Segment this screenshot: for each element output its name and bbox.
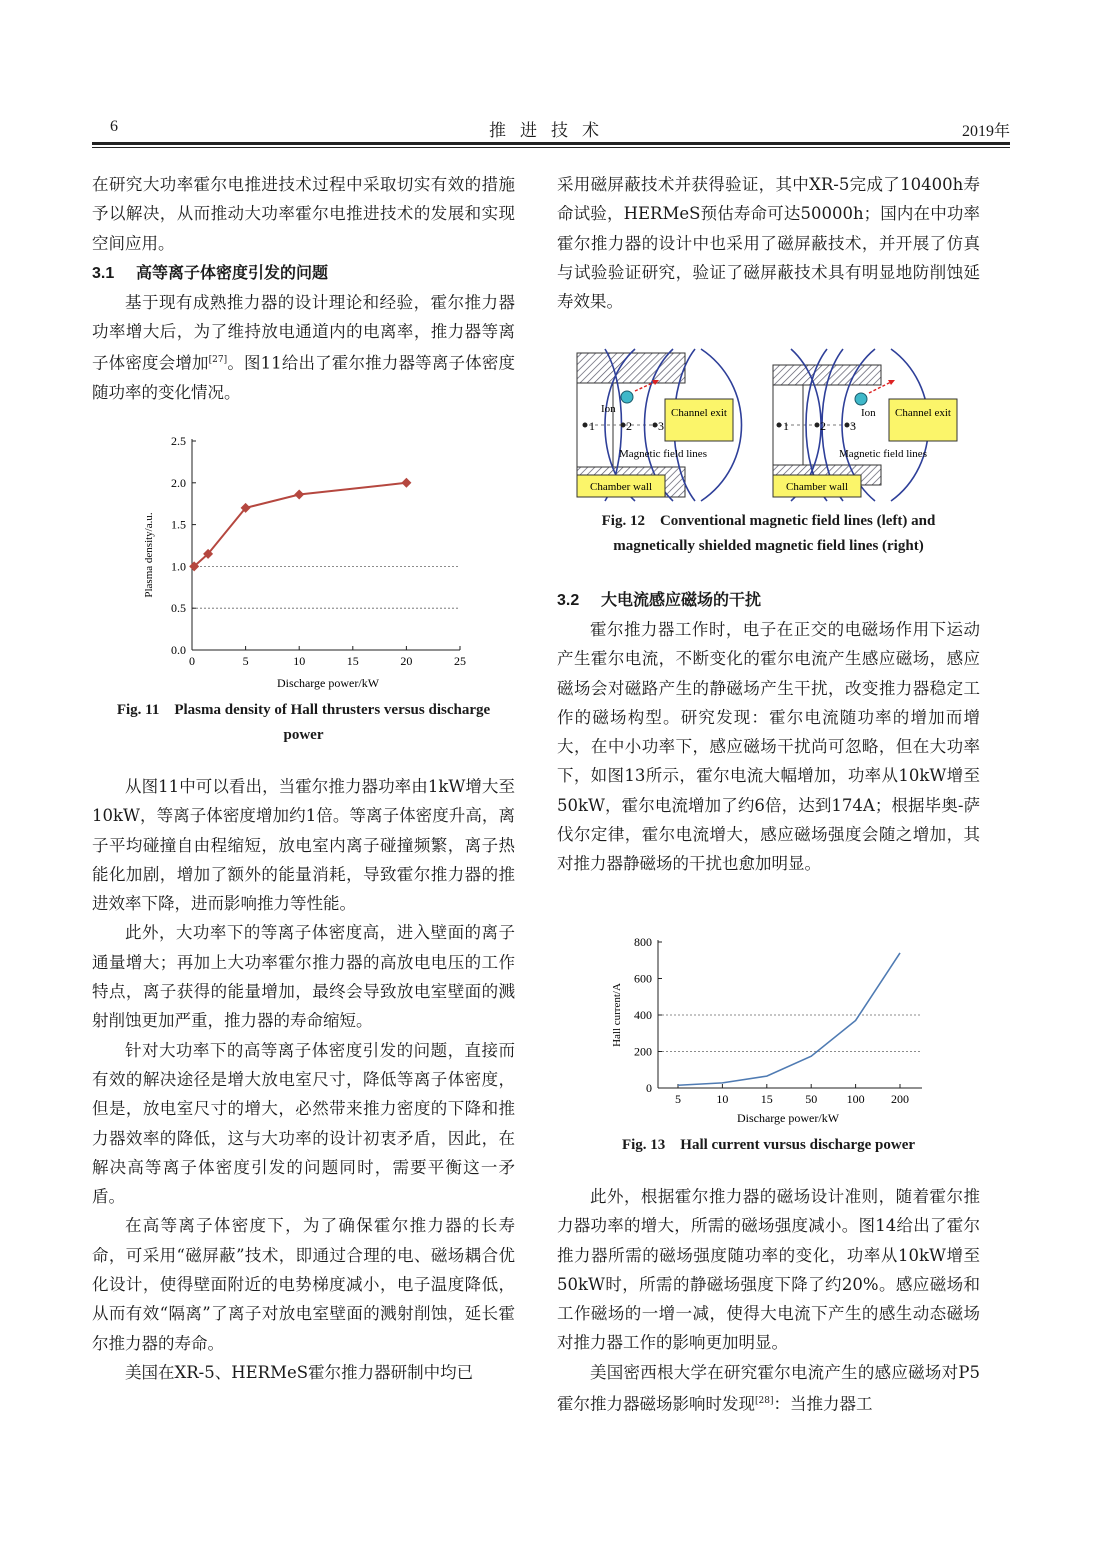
figure-13-caption: [557, 1133, 980, 1158]
magnetic-field-label: Magnetic field lines: [619, 448, 707, 460]
header-rule-thin: [92, 147, 1010, 148]
channel-exit-label: Channel exit: [895, 407, 951, 419]
y-tick-label: 1.5: [171, 517, 186, 532]
paragraph-text: 美国密西根大学在研究霍尔电流产生的感应磁场对P5霍尔推力器磁场影响时发现: [557, 1362, 980, 1414]
point-label-1: 1: [783, 419, 789, 433]
paragraph-shielding-verification: 采用磁屏蔽技术并获得验证，其中XR-5完成了10400h寿命试验，HERMeS预估寿命可达50000h；国内在中功率霍尔推力器的设计中也采用了磁屏蔽技术，并开展了仿真与试验验证研究，验证了磁屏蔽技术具有明显地防削蚀延寿效果。: [557, 175, 980, 312]
paragraph-text: ：当推力器工: [773, 1394, 873, 1414]
y-tick-label: 0: [646, 1081, 652, 1095]
x-tick-label: 5: [242, 654, 249, 668]
shielded-panel: [773, 349, 957, 501]
x-tick-label: 15: [346, 654, 359, 668]
x-axis-label: Discharge power/kW: [736, 1111, 840, 1125]
caption-line: magnetically shielded magnetic field lines (right): [613, 538, 924, 554]
conventional-panel: [577, 349, 742, 501]
y-tick-label: 0.0: [171, 643, 186, 657]
journal-title: 推进技术: [489, 121, 613, 141]
paragraph-intro: 在研究大功率霍尔电推进技术过程中采取切实有效的措施予以解决，从而推动大功率霍尔电推进技术的发展和实现空间应用。: [92, 175, 515, 253]
x-axis-label: Discharge power/kW: [276, 676, 380, 690]
chamber-wall-label: Chamber wall: [785, 481, 849, 493]
section-3-1-heading: [92, 258, 515, 288]
left-column-top: [92, 170, 515, 408]
section-title: 大电流感应磁场的干扰: [601, 590, 762, 609]
figure-13-chart: [600, 930, 940, 1130]
paragraph-magnetic-shielding: 在高等离子体密度下，为了确保霍尔推力器的长寿命，可采用“磁屏蔽”技术，即通过合理的电、磁场耦合优化设计，使得壁面附近的电势梯度减小，电子温度降低，从而有效“隔离”了离子对放电室壁面的溅射削蚀，延长霍尔推力器的寿命。: [92, 1216, 515, 1353]
ion-label: Ion: [861, 407, 876, 419]
y-axis-label: Hall current/A: [611, 983, 623, 1047]
citation[interactable]: [28]: [755, 1396, 774, 1407]
right-column-middle: [557, 585, 980, 879]
right-column-top: [557, 170, 980, 316]
series-line: [678, 953, 900, 1085]
caption-line: Fig. 12 Conventional magnetic field lines (left) and: [601, 513, 936, 529]
magnetic-field-label: Magnetic field lines: [839, 448, 927, 460]
page-header: [92, 116, 1010, 142]
x-tick-label: 100: [846, 1092, 865, 1106]
point-label-2: 2: [626, 419, 632, 433]
caption-line: power: [283, 727, 324, 743]
y-tick-label: 200: [634, 1044, 652, 1059]
point-label-3: 3: [850, 419, 856, 433]
data-point: [294, 490, 304, 500]
point-label-1: 1: [589, 419, 595, 433]
paragraph-text: 。图11给出了霍尔推力器等离子体密度随功率的变化情况。: [92, 353, 515, 403]
x-tick-label: 50: [805, 1092, 818, 1106]
y-axis-label: Plasma density/a.u.: [143, 512, 155, 598]
y-tick-label: 2.0: [171, 475, 186, 490]
paragraph-text: 基于现有成熟推力器的设计理论和经验，霍尔推力器功率增大后，为了维持放电通道内的电离率，推力器等离子体密度会增加: [92, 292, 515, 373]
y-tick-label: 1.0: [171, 559, 186, 574]
figure-12-caption: [557, 509, 980, 559]
paragraph-hall-current: 霍尔推力器工作时，电子在正交的电磁场作用下运动产生霍尔电流，不断变化的霍尔电流产生感应磁场，感应磁场会对磁路产生的静磁场产生干扰，改变推力器稳定工作的磁场构型。研究发现：霍尔电流随功率的增加而增大，在中小功率下，感应磁场干扰尚可忽略，但在大功率下，如图13所示，霍尔电流大幅增加，功率从10kW增至50kW，霍尔电流增加了约6倍，达到174A；根据毕奥-萨伐尔定律，霍尔电流增大，感应磁场强度会随之增加，其对推力器静磁场的干扰也愈加明显。: [557, 620, 980, 874]
x-tick-label: 5: [675, 1092, 681, 1106]
issue-year: 2019年: [961, 123, 1010, 140]
ion-label: Ion: [601, 403, 616, 415]
section-title: 高等离子体密度引发的问题: [136, 262, 329, 282]
figure-11-caption: [92, 698, 515, 748]
y-tick-label: 600: [634, 971, 652, 986]
left-column-bottom: [92, 772, 515, 1387]
figure-12-diagram: [575, 345, 975, 505]
paragraph-ion-flux: 此外，大功率下的等离子体密度高，进入壁面的离子通量增大；再加上大功率霍尔推力器的高放电电压的工作特点，离子获得的能量增加，最终会导致放电室壁面的溅射削蚀更加严重，推力器的寿命缩短。: [92, 923, 515, 1031]
point-label-3: 3: [658, 419, 664, 433]
caption-line: Fig. 11 Plasma density of Hall thrusters versus discharge: [116, 702, 491, 718]
citation[interactable]: [27]: [208, 355, 228, 366]
y-tick-label: 2.5: [171, 434, 186, 448]
chamber-wall-label: Chamber wall: [589, 481, 653, 493]
x-tick-label: 15: [760, 1092, 773, 1106]
y-tick-label: 800: [634, 935, 652, 949]
paragraph-michigan-study: [557, 1358, 980, 1419]
section-number: 3.2: [557, 592, 580, 609]
data-point: [401, 478, 411, 488]
right-column-bottom: [557, 1182, 980, 1419]
paragraph-magnetic-strength: 此外，根据霍尔推力器的磁场设计准则，随着霍尔推力器功率的增大，所需的磁场强度减小。图14给出了霍尔推力器所需的磁场强度随功率的变化，功率从10kW增至50kW时，所需的静磁场强度下降了约20%。感应磁场和工作磁场的一增一减，使得大电流下产生的感生动态磁场对推力器工作的影响更加明显。: [557, 1187, 980, 1353]
x-tick-label: 10: [293, 654, 306, 668]
section-number: 3.1: [92, 264, 115, 282]
x-tick-label: 10: [716, 1092, 729, 1106]
section-3-2-heading: [557, 585, 980, 615]
x-tick-label: 0: [189, 654, 195, 668]
header-rule: [92, 142, 1010, 145]
point-label-2: 2: [820, 419, 826, 433]
caption-line: Fig. 13 Hall current vursus discharge power: [621, 1137, 916, 1153]
paragraph-us-thrusters: 美国在XR-5、HERMeS霍尔推力器研制中均已: [125, 1362, 474, 1382]
paragraph-density: [92, 288, 515, 408]
y-tick-label: 0.5: [171, 601, 186, 616]
x-tick-label: 20: [400, 654, 413, 668]
paragraph-solution: 针对大功率下的高等离子体密度引发的问题，直接而有效的解决途径是增大放电室尺寸，降低等离子体密度，但是，放电室尺寸的增大，必然带来推力密度的下降和推力器效率的降低，这与大功率的设计初衷矛盾，因此，在解决高等离子体密度引发的问题同时，需要平衡这一矛盾。: [92, 1040, 515, 1207]
x-tick-label: 200: [891, 1092, 909, 1106]
paragraph-fig11-analysis: 从图11中可以看出，当霍尔推力器功率由1kW增大至10kW，等离子体密度增加约1倍。等离子体密度升高，离子平均碰撞自由程缩短，放电室内离子碰撞频繁，离子热能化加剧，增加了额外的能量消耗，导致霍尔推力器的推进效率下降，进而影响推力等性能。: [92, 777, 515, 914]
y-tick-label: 400: [634, 1008, 652, 1022]
page-number: 6: [110, 118, 118, 135]
x-tick-label: 25: [454, 654, 466, 668]
figure-11-chart: [130, 425, 490, 695]
channel-exit-label: Channel exit: [671, 407, 727, 419]
